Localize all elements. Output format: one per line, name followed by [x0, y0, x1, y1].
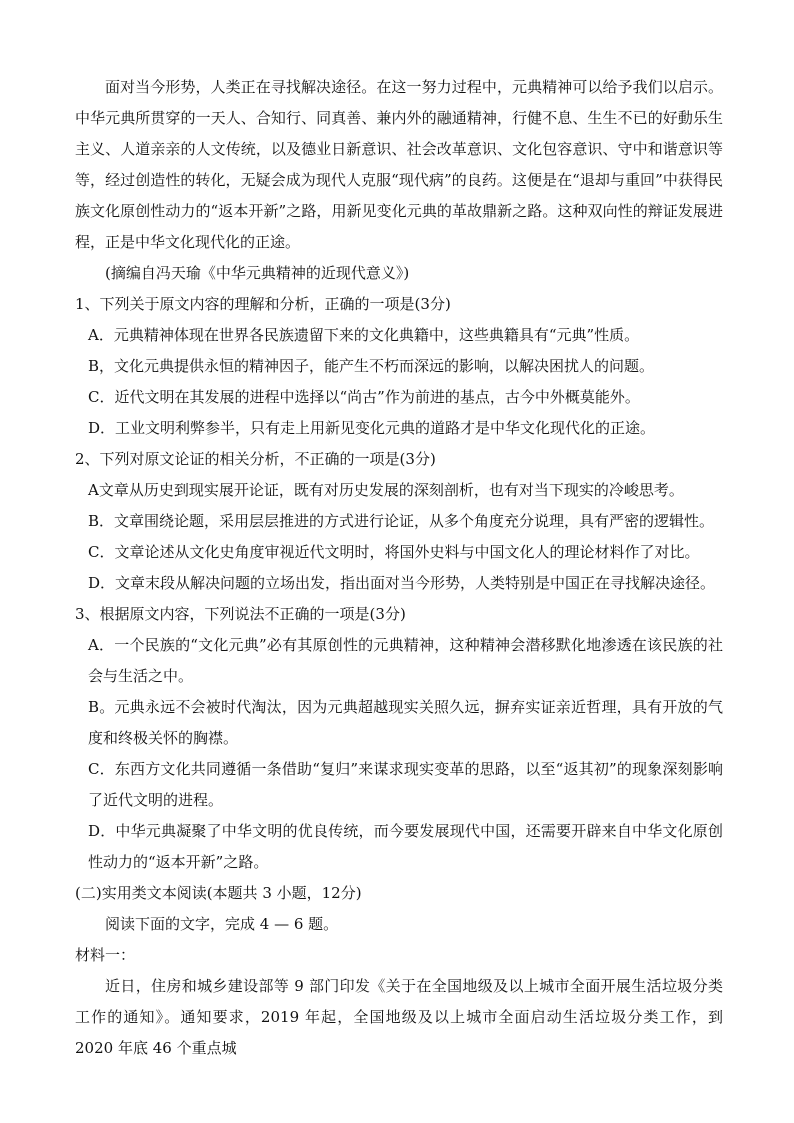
- section-instruction: 阅读下面的文字，完成 4 — 6 题。: [105, 915, 339, 933]
- question-stem: 3、根据原文内容，下列说法不正确的一项是(3分): [75, 605, 406, 623]
- question-2: [75, 444, 723, 599]
- question-1: [75, 289, 723, 444]
- passage-source: (摘编自冯天瑜《中华元典精神的近现代意义》): [105, 264, 410, 282]
- option-b: B．文章围绕论题，采用层层推进的方式进行论证，从多个角度充分说理，具有严密的逻辑性。: [88, 512, 715, 530]
- option-a: A．一个民族的“文化元典”必有其原创性的元典精神，这种精神会潜移默化地渗透在该民族的社会与生活之中。: [88, 636, 723, 685]
- option-d: D．文章末段从解决问题的立场出发，指出面对当今形势，人类特别是中国正在寻找解决途径。: [88, 574, 716, 592]
- option-c: C．文章论述从文化史角度审视近代文明时，将国外史料与中国文化人的理论材料作了对比。: [88, 543, 700, 561]
- question-stem: 1、下列关于原文内容的理解和分析，正确的一项是(3分): [75, 295, 451, 313]
- option-b: B。元典永远不会被时代淘汰，因为元典超越现实关照久远，摒弃实证亲近哲理，具有开放的气度和终极关怀的胸襟。: [88, 698, 723, 747]
- material-label: 材料一：: [75, 946, 136, 964]
- option-d: D．中华元典凝聚了中华文明的优良传统，而今要发展现代中国，还需要开辟来自中华文化原创性动力的“返本开新”之路。: [88, 822, 723, 871]
- question-stem: 2、下列对原文论证的相关分析，不正确的一项是(3分): [75, 450, 436, 468]
- option-c: C．东西方文化共同遵循一条借助“复归”来谋求现实变革的思路，以至“返其初”的现象深刻影响了近代文明的进程。: [88, 760, 723, 809]
- option-d: D．工业文明利弊参半，只有走上用新见变化元典的道路才是中华文化现代化的正途。: [88, 419, 656, 437]
- question-3: [75, 599, 723, 878]
- option-c: C．近代文明在其发展的进程中选择以“尚古”作为前进的基点，古今中外概莫能外。: [88, 388, 640, 406]
- section-title: (二)实用类文本阅读(本题共 3 小题，12分): [75, 884, 362, 902]
- option-b: B，文化元典提供永恒的精神因子，能产生不朽而深远的影响，以解决困扰人的问题。: [88, 357, 655, 375]
- option-a: A．元典精神体现在世界各民族遗留下来的文化典籍中，这些典籍具有“元典”性质。: [88, 326, 640, 344]
- material-text: 近日，住房和城乡建设部等 9 部门印发《关于在全国地级及以上城市全面开展生活垃圾分类工作的通知》。通知要求，2019 年起，全国地级及以上城市全面启动生活垃圾分类工作，到 2020 年底 46 个重点城: [75, 977, 723, 1057]
- passage-paragraph: 面对当今形势，人类正在寻找解决途径。在这一努力过程中，元典精神可以给予我们以启示。中华元典所贯穿的一天人、合知行、同真善、兼内外的融通精神，行健不息、生生不已的好動乐生主义、人道亲亲的人文传统，以及德业日新意识、社会改革意识、文化包容意识、守中和谐意识等等，经过创造性的转化，无疑会成为现代人克服“现代病”的良药。这便是在“退却与重回”中获得民族文化原创性动力的“返本开新”之路，用新见变化元典的革故鼎新之路。这种双向性的辩证发展进程，正是中华文化现代化的正途。: [75, 78, 723, 251]
- document-page: [75, 72, 723, 1064]
- option-a: A文章从历史到现实展开论证，既有对历史发展的深刻剖析，也有对当下现实的冷峻思考。: [88, 481, 684, 499]
